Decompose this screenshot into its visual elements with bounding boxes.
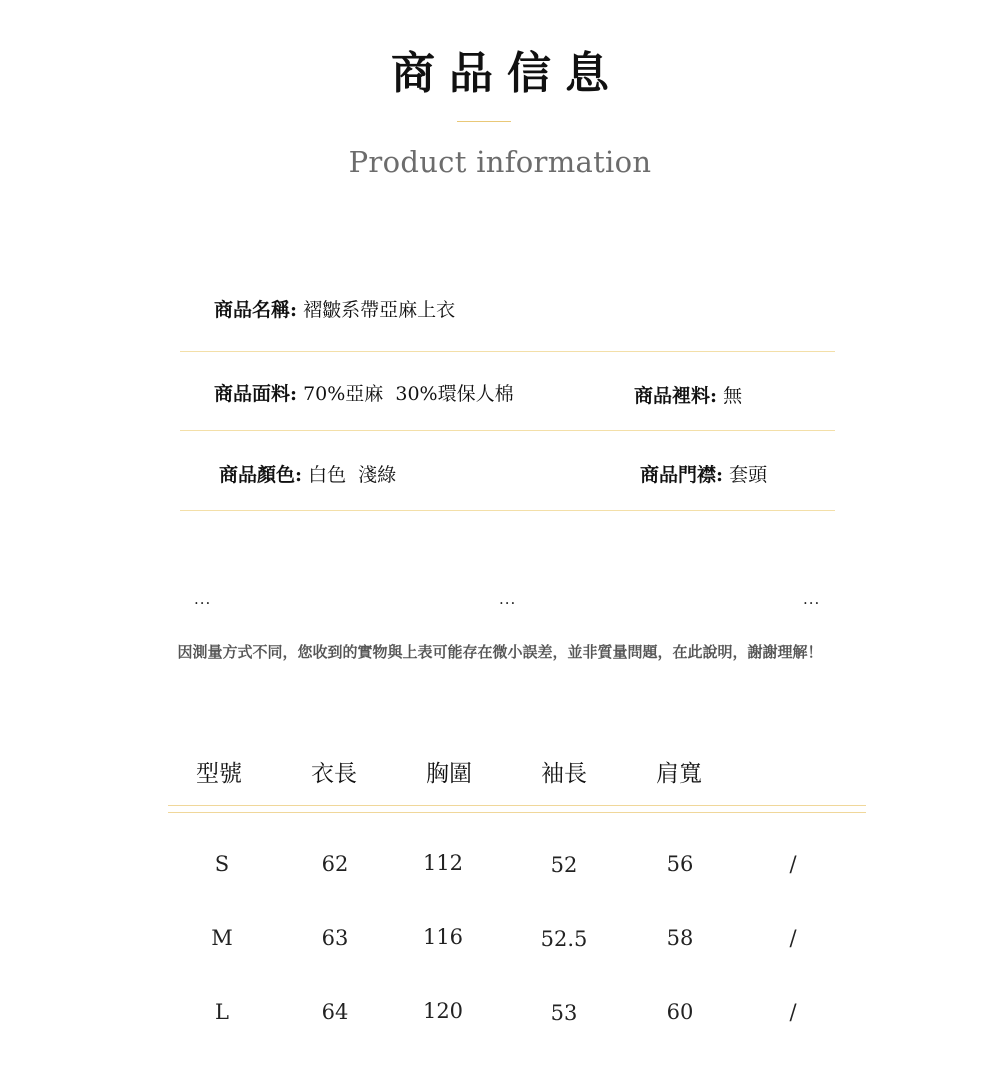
product-color [219,461,396,489]
info-divider [180,351,835,352]
size-cell: S [214,852,230,876]
product-name [214,296,455,324]
size-cell: 63 [321,926,349,950]
size-cell: 112 [422,851,464,875]
ellipsis-marker: ... [499,590,517,608]
product-fabric-label: 商品面料: [214,383,298,405]
product-lining [634,382,742,410]
size-cell: 62 [321,852,349,876]
size-cell: L [215,1000,229,1024]
title-accent-line [457,121,511,122]
size-cell: 64 [321,1000,349,1024]
product-color-value: 白色 淺綠 [308,464,397,486]
size-cell: 60 [666,1000,694,1024]
size-cell: / [789,1000,797,1024]
info-divider [180,430,835,431]
size-cell: 120 [422,999,464,1023]
size-header-model: 型號 [196,761,242,787]
size-header-chest: 胸圍 [426,761,472,787]
product-lining-value: 無 [723,385,743,407]
page-subtitle: Product information [348,145,652,179]
product-lining-label: 商品裡料: [634,385,718,407]
measurement-note: 因測量方式不同，您收到的實物與上表可能存在微小誤差，並非質量問題，在此說明，謝謝理解！ [177,643,823,661]
size-cell: 58 [666,926,694,950]
size-cell: M [211,926,233,950]
page-title: 商品信息 [391,48,623,99]
size-header-length: 衣長 [311,761,357,787]
product-fabric [214,380,514,408]
product-name-value: 褶皺系帶亞麻上衣 [303,299,456,321]
product-name-label: 商品名稱: [214,299,298,321]
product-fabric-value: 70%亞麻 30%環保人棉 [303,383,514,405]
size-header-divider [168,812,866,813]
product-placket-value: 套頭 [729,464,768,486]
ellipsis-marker: ... [803,590,821,608]
size-header-divider [168,805,866,806]
size-cell: 116 [422,925,464,949]
size-cell: / [789,926,797,950]
product-color-label: 商品顏色: [219,464,303,486]
size-cell: 52.5 [540,927,588,951]
info-divider [180,510,835,511]
product-placket-label: 商品門襟: [640,464,724,486]
size-cell: / [789,852,797,876]
size-header-sleeve: 袖長 [541,761,587,787]
ellipsis-marker: ... [194,590,212,608]
size-header-shoulder: 肩寬 [656,761,702,787]
size-cell: 53 [550,1001,578,1025]
product-placket [640,461,767,489]
size-cell: 52 [550,853,578,877]
size-cell: 56 [666,852,694,876]
